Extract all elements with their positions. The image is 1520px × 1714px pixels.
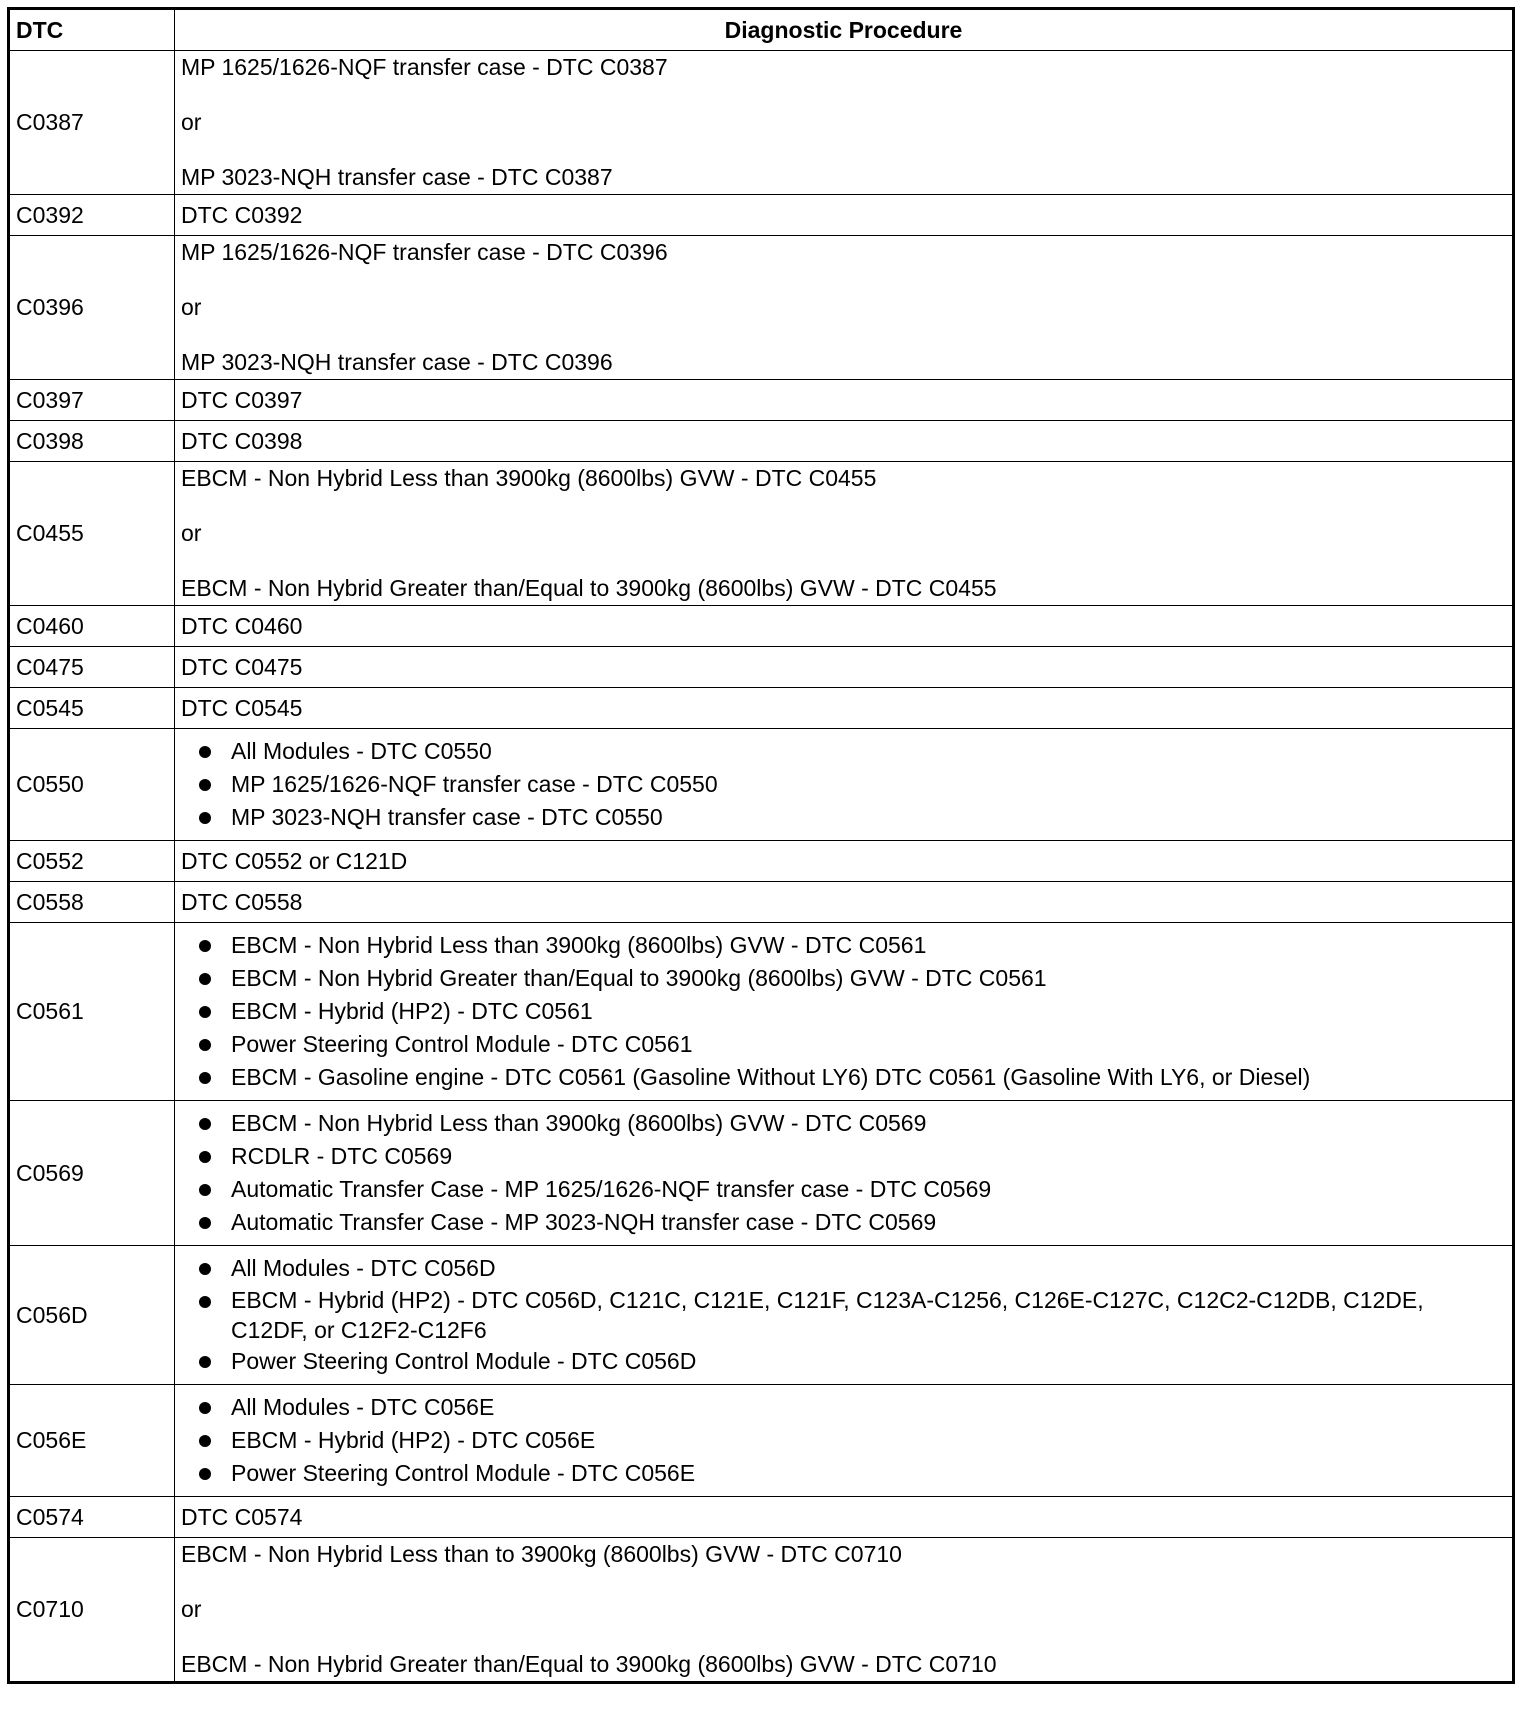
table-row [9,51,1514,195]
table-row [9,882,1514,923]
table-row [9,647,1514,688]
procedure-bullet-list [181,729,1506,840]
procedure-cell [175,1246,1514,1385]
bullet-item: EBCM - Hybrid (HP2) - DTC C056D, C121C, C121E, C121F, C123A-C1256, C126E-C127C, C12C2-C12DB, C12DE, C12DF, or C12F2-C12F6 [181,1285,1506,1345]
bullet-item: EBCM - Non Hybrid Greater than/Equal to 3900kg (8600lbs) GVW - DTC C0561 [181,962,1506,995]
procedure-cell: DTC C0558 [175,882,1514,923]
procedure-or-text: or [181,294,202,320]
dtc-code-cell: C0397 [9,380,175,421]
bullet-item: RCDLR - DTC C0569 [181,1140,1506,1173]
dtc-procedure-table [7,7,1515,1684]
bullet-item: EBCM - Hybrid (HP2) - DTC C056E [181,1424,1506,1457]
bullet-item: All Modules - DTC C0550 [181,735,1506,768]
procedure-cell [175,51,1514,195]
procedure-cell [175,1101,1514,1246]
dtc-code-cell: C0552 [9,841,175,882]
procedure-cell: DTC C0460 [175,606,1514,647]
dtc-code-cell: C0455 [9,462,175,606]
table-row [9,841,1514,882]
dtc-code-cell: C0574 [9,1497,175,1538]
procedure-cell [175,923,1514,1101]
procedure-alternative: EBCM - Non Hybrid Less than 3900kg (8600lbs) GVW - DTC C0455 [181,465,877,491]
procedure-or-text: or [181,520,202,546]
table-row [9,606,1514,647]
procedure-alternative: MP 1625/1626-NQF transfer case - DTC C0396 [181,239,668,265]
bullet-item: MP 1625/1626-NQF transfer case - DTC C0550 [181,768,1506,801]
bullet-item: Power Steering Control Module - DTC C056D [181,1345,1506,1378]
dtc-code-cell: C0387 [9,51,175,195]
procedure-alternative: EBCM - Non Hybrid Greater than/Equal to 3900kg (8600lbs) GVW - DTC C0710 [181,1651,997,1677]
procedure-cell [175,729,1514,841]
procedure-alternative: EBCM - Non Hybrid Greater than/Equal to 3900kg (8600lbs) GVW - DTC C0455 [181,575,997,601]
table-row [9,1385,1514,1497]
procedure-bullet-list [181,923,1506,1100]
table-row [9,729,1514,841]
bullet-item: All Modules - DTC C056E [181,1391,1506,1424]
procedure-bullet-list [181,1246,1506,1384]
dtc-code-cell: C0475 [9,647,175,688]
bullet-item: All Modules - DTC C056D [181,1252,1506,1285]
procedure-cell: DTC C0392 [175,195,1514,236]
procedure-column-header: Diagnostic Procedure [175,9,1514,51]
procedure-cell [175,236,1514,380]
procedure-cell: DTC C0475 [175,647,1514,688]
bullet-item: EBCM - Hybrid (HP2) - DTC C0561 [181,995,1506,1028]
procedure-cell: DTC C0398 [175,421,1514,462]
table-row [9,1538,1514,1683]
table-row [9,462,1514,606]
procedure-cell: DTC C0552 or C121D [175,841,1514,882]
dtc-code-cell: C0460 [9,606,175,647]
table-row [9,421,1514,462]
dtc-column-header: DTC [9,9,175,51]
bullet-item: Power Steering Control Module - DTC C056E [181,1457,1506,1490]
table-row [9,688,1514,729]
procedure-bullet-list [181,1101,1506,1245]
procedure-alternative: EBCM - Non Hybrid Less than to 3900kg (8600lbs) GVW - DTC C0710 [181,1541,902,1567]
dtc-code-cell: C056D [9,1246,175,1385]
bullet-item: Automatic Transfer Case - MP 1625/1626-NQF transfer case - DTC C0569 [181,1173,1506,1206]
dtc-code-cell: C0396 [9,236,175,380]
table-row [9,1246,1514,1385]
procedure-cell [175,1385,1514,1497]
dtc-code-cell: C0392 [9,195,175,236]
table-row [9,923,1514,1101]
procedure-cell [175,462,1514,606]
dtc-code-cell: C0550 [9,729,175,841]
procedure-cell: DTC C0574 [175,1497,1514,1538]
table-row [9,236,1514,380]
bullet-item: Power Steering Control Module - DTC C0561 [181,1028,1506,1061]
bullet-item: MP 3023-NQH transfer case - DTC C0550 [181,801,1506,834]
procedure-alternative: MP 3023-NQH transfer case - DTC C0396 [181,349,613,375]
procedure-or-text: or [181,109,202,135]
bullet-item: EBCM - Non Hybrid Less than 3900kg (8600lbs) GVW - DTC C0561 [181,929,1506,962]
dtc-code-cell: C0710 [9,1538,175,1683]
procedure-bullet-list [181,1385,1506,1496]
procedure-cell [175,1538,1514,1683]
dtc-code-cell: C0558 [9,882,175,923]
procedure-or-text: or [181,1596,202,1622]
procedure-alternative: MP 3023-NQH transfer case - DTC C0387 [181,164,613,190]
bullet-item: EBCM - Non Hybrid Less than 3900kg (8600lbs) GVW - DTC C0569 [181,1107,1506,1140]
table-row [9,1497,1514,1538]
dtc-code-cell: C0398 [9,421,175,462]
dtc-code-cell: C0569 [9,1101,175,1246]
procedure-cell: DTC C0545 [175,688,1514,729]
dtc-code-cell: C0545 [9,688,175,729]
procedure-cell: DTC C0397 [175,380,1514,421]
dtc-code-cell: C056E [9,1385,175,1497]
table-header-row [9,9,1514,51]
table-row [9,1101,1514,1246]
procedure-alternative: MP 1625/1626-NQF transfer case - DTC C0387 [181,54,668,80]
bullet-item: Automatic Transfer Case - MP 3023-NQH transfer case - DTC C0569 [181,1206,1506,1239]
table-row [9,195,1514,236]
bullet-item: EBCM - Gasoline engine - DTC C0561 (Gasoline Without LY6) DTC C0561 (Gasoline With LY6, or Diesel) [181,1061,1506,1094]
dtc-code-cell: C0561 [9,923,175,1101]
table-row [9,380,1514,421]
